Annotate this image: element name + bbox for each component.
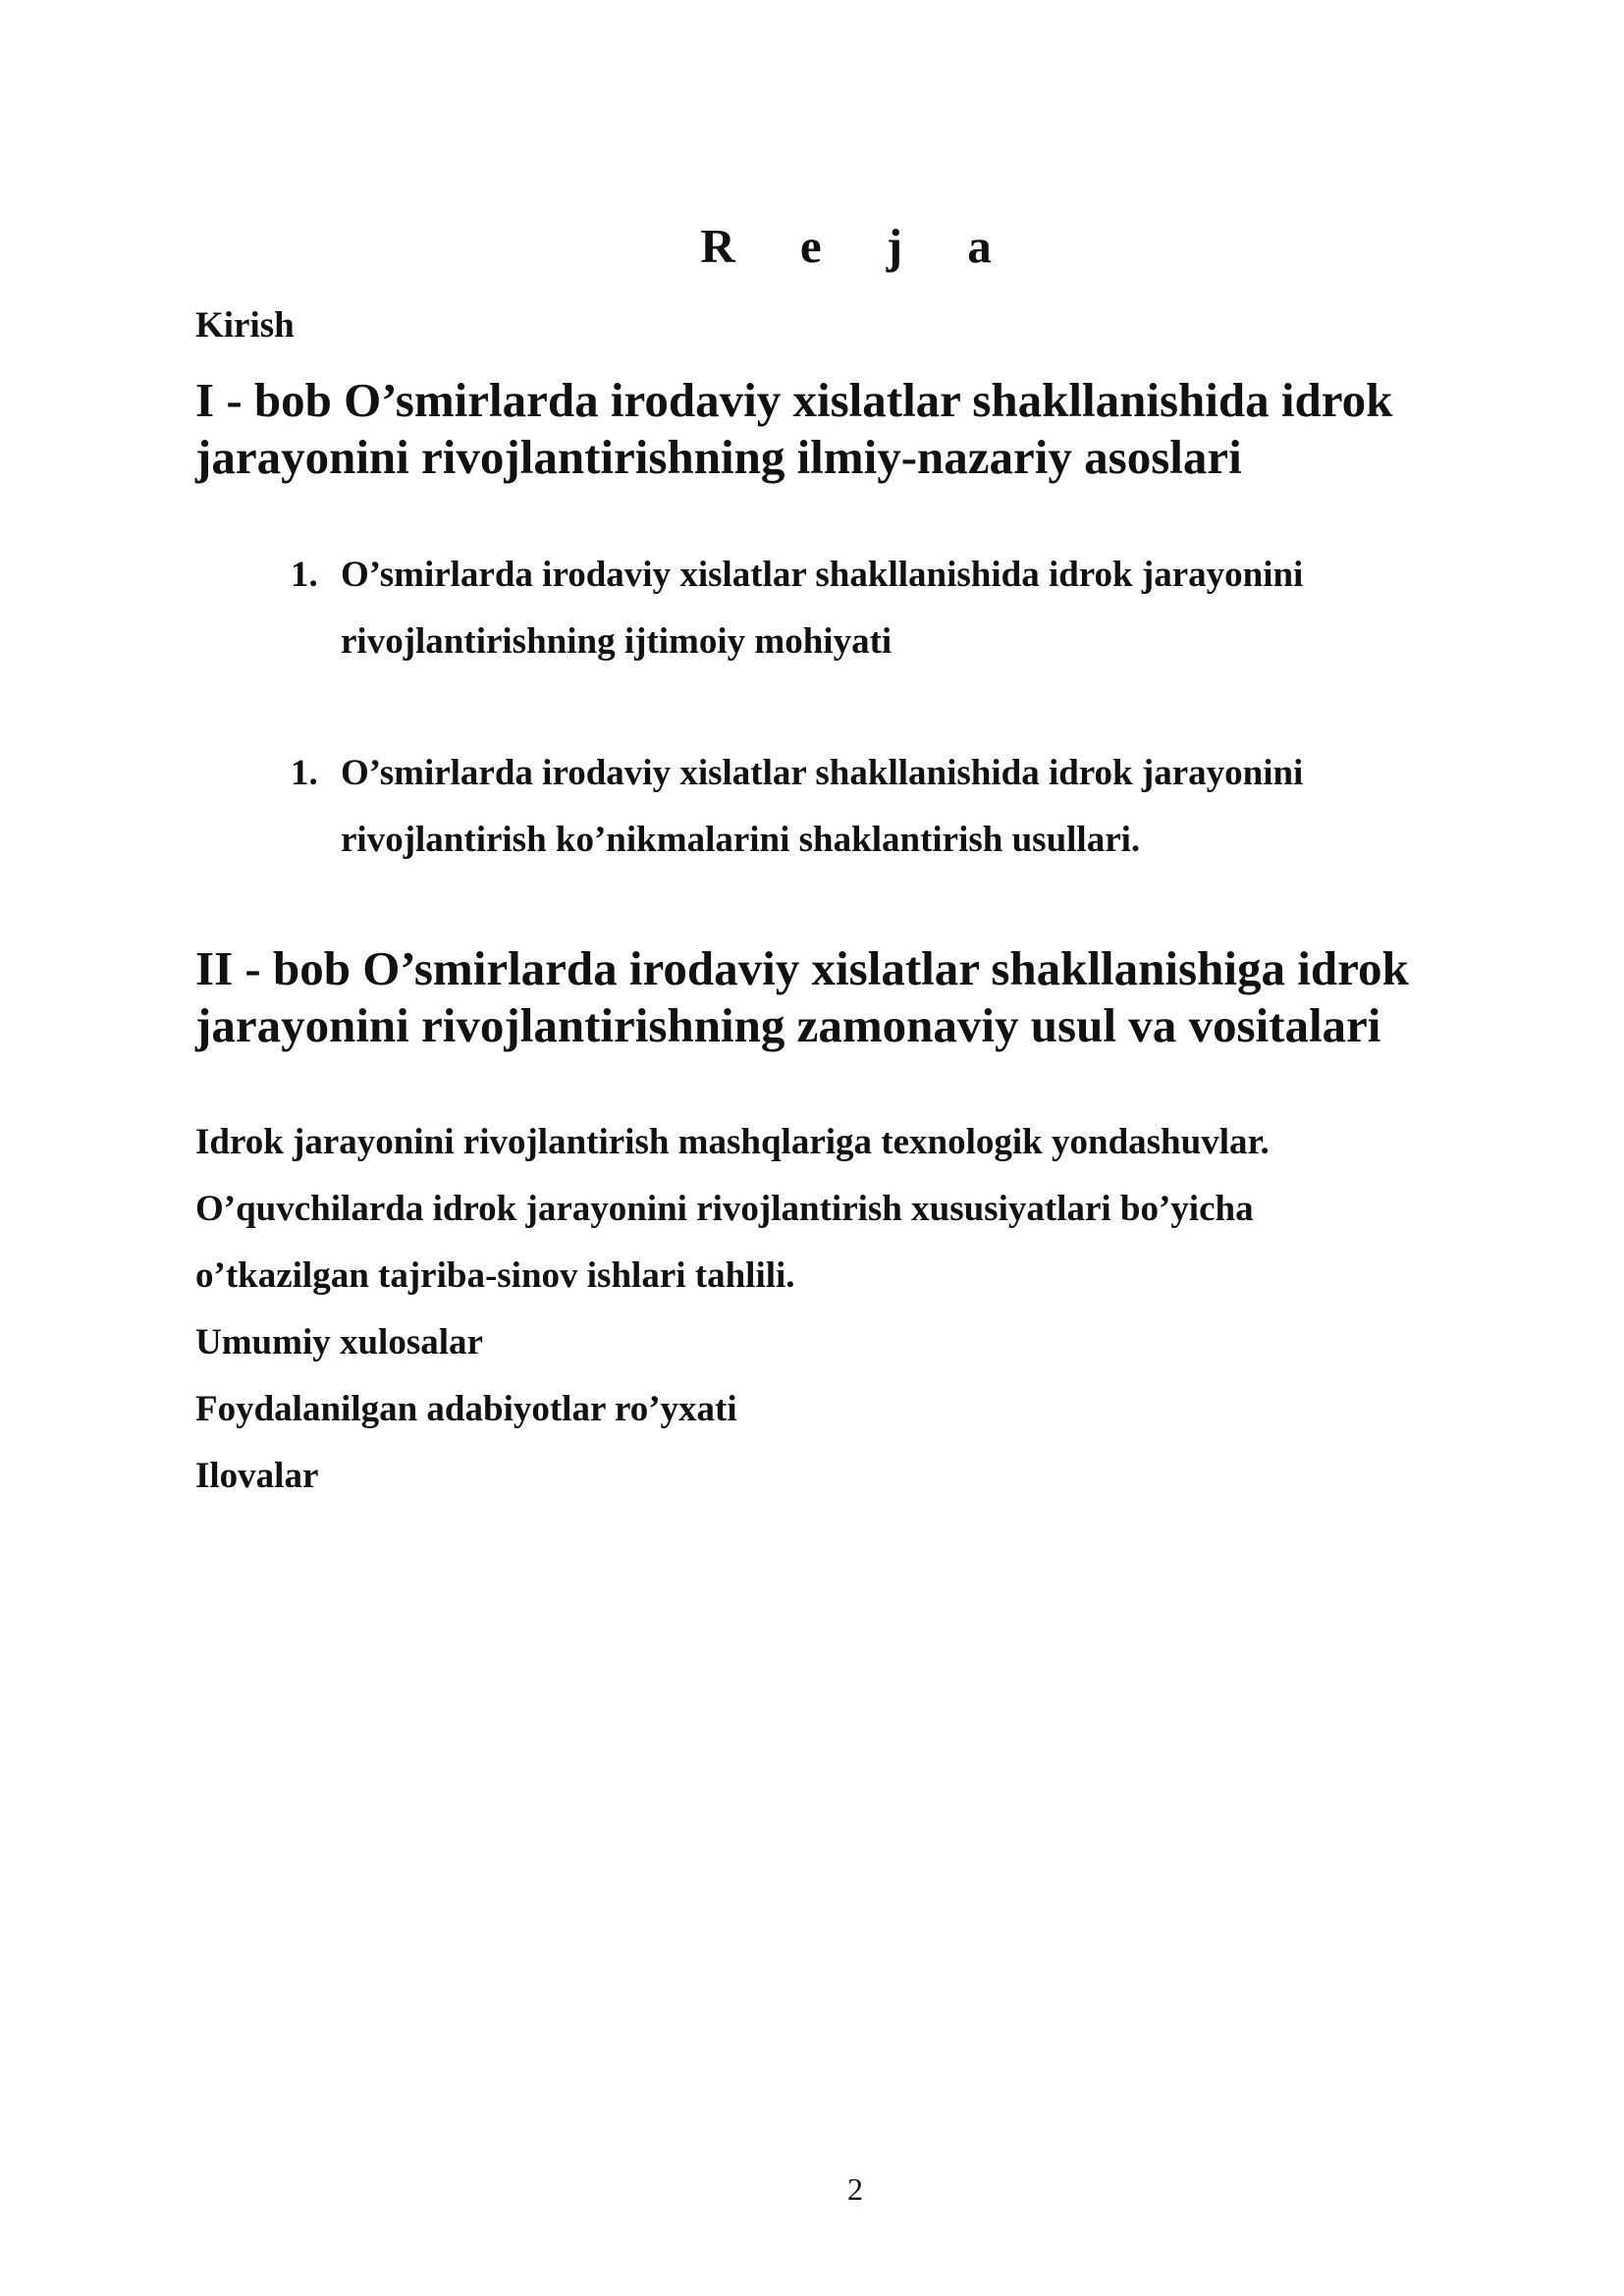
section-list bbox=[195, 1109, 1472, 1510]
item-text: O’smirlarda irodaviy xislatlar shakllanishida idrok jarayonini rivojlantirish ko’nikmalarini shaklantirish usullari. bbox=[341, 753, 1304, 860]
chapter-1-item-1 bbox=[291, 542, 1449, 675]
page-number: 2 bbox=[847, 2171, 863, 2207]
item-text: O’smirlarda irodaviy xislatlar shakllanishida idrok jarayonini rivojlantirishning ijtimoiy mohiyati bbox=[341, 555, 1304, 662]
item-number: 1. bbox=[291, 555, 318, 595]
chapter-1-item-2 bbox=[291, 740, 1449, 874]
section-line: Umumiy xulosalar bbox=[195, 1322, 483, 1362]
section-line: Idrok jarayonini rivojlantirish mashqlariga texnologik yondashuvlar. bbox=[195, 1122, 1270, 1162]
section-line: O’quvchilarda idrok jarayonini rivojlantirish xususiyatlari bo’yicha bbox=[195, 1189, 1254, 1229]
chapter-1-heading: I - bob O’smirlarda irodaviy xislatlar shakllanishida idrok jarayonini rivojlantirishning ilmiy-nazariy asoslari bbox=[195, 373, 1393, 484]
intro-entry: Kirish bbox=[195, 305, 295, 346]
chapter-2-heading: II - bob O’smirlarda irodaviy xislatlar shakllanishiga idrok jarayonini rivojlantirishning zamonaviy usul va vositalari bbox=[195, 941, 1409, 1052]
item-number: 1. bbox=[291, 753, 318, 793]
section-line: Ilovalar bbox=[195, 1456, 319, 1496]
section-line: o’tkazilgan tajriba-sinov ishlari tahlili. bbox=[195, 1255, 795, 1296]
page-title: R e j a bbox=[700, 219, 1018, 273]
section-line: Foydalanilgan adabiyotlar ro’yxati bbox=[195, 1389, 737, 1429]
